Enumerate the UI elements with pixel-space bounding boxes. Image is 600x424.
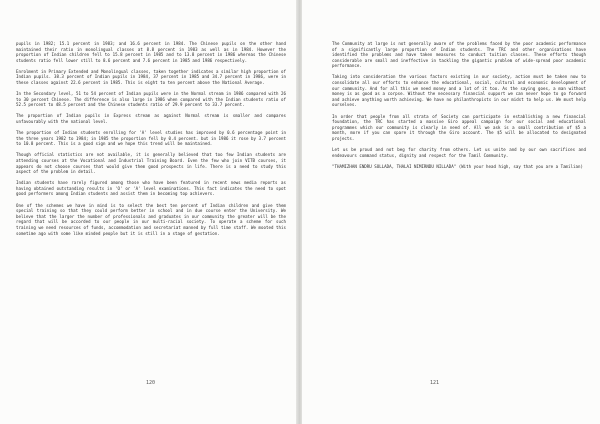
right-page-number: 121 <box>430 380 440 386</box>
left-page-number: 120 <box>146 380 156 386</box>
left-paragraph-1: pupils in 1982; 15.1 percent in 1983; and 16.6 percent in 1984. The Chinese pupils on the other hand maintained their ratio in monolingual classes at 8.8 percent in 1983 as well as in 1984. However the proportion of Indian children fell to 15.8 percent in 1985 and to 13.8 percent in 1986 whereas the Chinese students ratio fell lower still to 8.6 percent and 7.6 percent in 1985 and 1986 respectively. <box>16 41 286 63</box>
left-paragraph-7: Indian students have rarely figured among those who have been featured in recent news media reports as having obtained outstanding results in 'O' or 'A' level examinations. This fact indicates the need to spot good performers among Indian students and assist them in becoming top achievers. <box>16 180 286 197</box>
right-paragraph-1: The Community at large is not generally aware of the problems faced by the poor academic performance of a significantly large proportion of Indian students. The TRC and other organisations have identified the problems and have taken measures to conduct tuition classes. These efforts though considerable are small and ineffective in tackling the gigantic problem of wide-spread poor academic performance. <box>332 41 586 69</box>
right-paragraph-2: Taking into consideration the various factors existing in our society, action must be taken now to consolidate all our efforts to enhance the educational, social, cultural and economic development of our community. And for all this we need money and a lot of it too. As the saying goes, a man without money is as good as a corpse. Without the necessary financial support we can never hope to go forward and achieve anything worth achieving. We have no philanthropists in our midst to help us. We must help ourselves. <box>332 74 586 108</box>
left-paragraph-3: In the Secondary level, 51 to 54 percent of Indian pupils were in the Normal stream in 1986 compared with 26 to 30 percent Chinese. The difference is also large in 1986 when compared with the Indian students ratio of 52.5 percent to 48.5 percent and the Chinese students ratio of 29.9 percent to 33.7 percent. <box>16 91 286 108</box>
left-paragraph-6: Though official statistics are not available, it is generally believed that too few Indian students are attending courses at the Vocational and Industrial Training Board. Even the few who join VITB courses, it appears do not choose courses that would give them good prospects in life. There is a need to study this aspect of the problem in detail. <box>16 152 286 175</box>
left-paragraph-4: The proportion of Indian pupils in Express stream as against Normal stream is smaller and compares unfavourably with the national level. <box>16 113 286 125</box>
right-page <box>302 0 600 424</box>
left-paragraph-2: Enrolment in Primary Extended and Monolingual classes, taken together indicates a similar high proportion of Indian pupils. 38.3 percent of Indian pupils in 1984, 37 percent in 1985 and 34.7 percent in 1986, were in these classes against 22.6 percent in 1985. This is eight to ten percent above the National Average. <box>16 68 286 86</box>
right-paragraph-5: "THAMIZHAN ENDRU SOLLADA, THALAI NIMIRNDU NILLADA" (With your head high, say that you are a Tamilian) <box>332 163 583 169</box>
right-paragraph-4: Let us be proud and not beg for charity from others. Let us unite and by our own sacrifices and endeavours command status, dignity and respect for the Tamil Community. <box>332 147 586 158</box>
left-paragraph-5: The proportion of Indian students enrolling for 'A' level studies has improved by 0.6 percentage point in the three years 1982 to 1984; in 1985 the proportion fell by 0.4 percent. but in 1986 it rose by 3.7 percent to 10.8 percent. This is a good sign and we hope this trend will be maintained. <box>16 130 286 147</box>
right-paragraph-3: In order that people from all strata of Society can participate in establishing a new financial foundation, the TRC has started a massive Giro appeal campaign for our social and educational programmes which our community is clearly in need of. All we ask is a small contribution of $5 a month, more if you can spare it through the Giro account. The $5 will be allocated to designated projects. <box>332 113 586 141</box>
left-page <box>0 0 298 424</box>
left-paragraph-8: One of the schemes we have in mind is to select the best ten percent of Indian children and give them special training so that they could perform better in school and in due course enter the University. We believe that the larger the number of professionals and graduates in our community the greater will be the regard that will be accorded to our people in our multi-racial society. To operate a scheme for such training we need resources of funds, accommodation and secretariat manned by full time staff. We mooted this sometime ago with some like minded people but it is still in a stage of gestation. <box>16 202 286 236</box>
